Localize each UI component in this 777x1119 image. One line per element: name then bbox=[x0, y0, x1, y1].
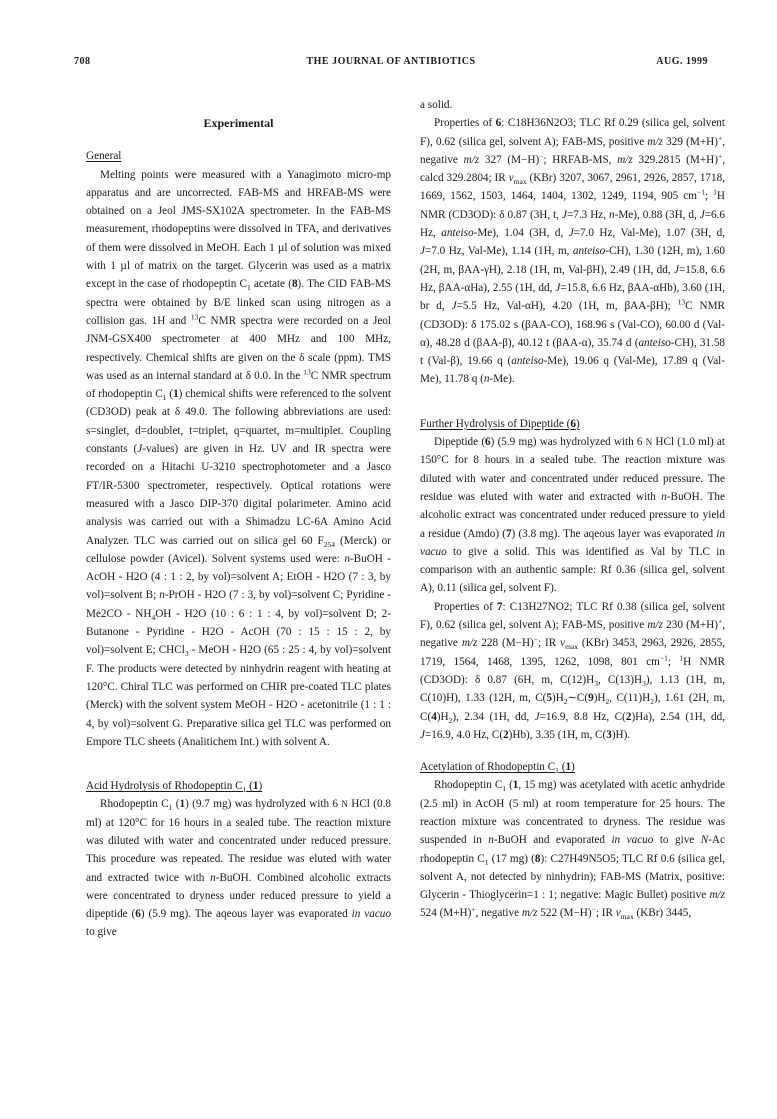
section-title: Experimental bbox=[203, 116, 274, 130]
subsection-title-general: General bbox=[86, 150, 122, 163]
subsection-title-acetylation: Acetylation of Rhodopeptin $C_1$ (1) bbox=[420, 761, 575, 776]
right-column bbox=[420, 96, 725, 923]
paragraph-properties-6: Properties of 6: C18H36N2O3; TLC Rf 0.29 (silica gel, solvent F), 0.62 (silica gel, solvent A); FAB-MS, positive m/z 329 (M+H)+, negative m/z 327 (M−H)−; HRFAB-MS, m/z 329.2815 (M+H)+, calcd 329.2804; IR $\nu_{max}$ (KBr) 3207, 3067, 2961, 2926, 2857, 1718, 1669, 1562, 1503, 1464, 1404, 1302, 1249, 1194, 905 $cm^{-1}$; $^1$H NMR (CD3OD): δ 0.87 (3H, t, J=7.3 Hz, n-Me), 0.88 (3H, d, J=6.6 Hz, anteiso-Me), 1.04 (3H, d, J=7.0 Hz, Val-Me), 1.07 (3H, d, J=7.0 Hz, Val-Me), 1.14 (1H, m, anteiso-CH), 1.30 (12H, m), 1.60 (2H, m, βAA-γH), 2.18 (1H, m, Val-βH), 2.49 (1H, dd, J=15.8, 6.6 Hz, βAA-αHa), 2.55 (1H, dd, J=15.8, 6.6 Hz, βAA-αHb), 3.60 (1H, br d, J=5.5 Hz, Val-αH), 4.20 (1H, m, βAA-βH); $^{13}$C NMR (CD3OD): δ 175.02 s (βAA-CO), 168.96 s (Val-CO), 60.00 d (Val-α), 48.28 d (βAA-β), 40.12 t (βAA-α), 35.74 d (anteiso-CH), 31.58 t (Val-β), 19.66 q (anteiso-Me), 19.06 q (Val-Me), 17.89 q (Val-Me), 11.78 q (n-Me). bbox=[420, 117, 726, 386]
left-column bbox=[86, 96, 391, 942]
paragraph-acid-hydrolysis: Rhodopeptin $C_1$ (1) (9.7 mg) was hydrolyzed with 6 N HCl (0.8 ml) at 120°C for 16 hours in a sealed tube. The reaction mixture was diluted with water and concentrated under reduced pressure. This procedure was repeated. The residue was eluted with water and extracted twice with n-BuOH. Combined alcoholic extracts were concentrated to dryness under reduced pressure to yield a dipeptide (6) (5.9 mg). The aqeous layer was evaporated in vacuo to give bbox=[86, 798, 391, 939]
paragraph-acetylation: Rhodopeptin $C_1$ (1, 15 mg) was acetylated with acetic anhydride (2.5 ml) in AcOH (5 ml) at room temperature for 25 hours. The reaction mixture was concentrated to dryness. The residue was suspended in n-BuOH and evaporated in vacuo to give N-Ac rhodopeptin $C_1$ (17 mg) (8): C27H49N5O5; TLC Rf 0.6 (silica gel, solvent A, not detected by ninhydrin); FAB-MS (Matrix, positive: Glycerin - Thioglycerin=1 : 1; negative: Magic Bullet) positive m/z 524 (M+H)+, negative m/z 522 (M−H)−; IR $\nu_{max}$ (KBr) 3445, bbox=[420, 779, 725, 922]
paragraph-properties-7: Properties of 7: C13H27NO2; TLC Rf 0.38 (silica gel, solvent F), 0.62 (silica gel, solvent A); FAB-MS, positive m/z 230 (M+H)+, negative m/z 228 (M−H)−; IR $\nu_{max}$ (KBr) 3453, 2963, 2926, 2855, 1719, 1564, 1468, 1395, 1262, 1098, 801 $cm^{-1}$; $^1$H NMR (CD3OD): δ 0.87 (6H, m, $C(12)H_3$, $C(13)H_3$), 1.13 (1H, m, C(10)H), 1.33 (12H, m, $C(5)H_2\sim C(9)H_2$, $C(11)H_2$), 1.61 (2H, m, $C(4)H_2$), 2.34 (1H, dd, J=16.9, 8.8 Hz, C(2)Ha), 2.54 (1H, dd, J=16.9, 4.0 Hz, C(2)Hb), 3.35 (1H, m, C(3)H). bbox=[420, 600, 726, 741]
page-number: 708 bbox=[74, 56, 91, 67]
paragraph-continuation: a solid. bbox=[420, 99, 453, 111]
paragraph-further-hydrolysis: Dipeptide (6) (5.9 mg) was hydrolyzed with 6 N HCl (1.0 ml) at 150°C for 8 hours in a sealed tube. The reaction mixture was diluted with water and concentrated under reduced pressure. The residue was eluted with water and extracted with n-BuOH. The alcoholic extract was concentrated under reduced pressure to yield a residue (Amdo) (7) (3.8 mg). The aqeous layer was evaporated in vacuo to give a solid. This was identified as Val by TLC in comparison with an authentic sample: Rf 0.36 (silica gel, solvent A), 0.11 (silica gel, solvent F). bbox=[420, 436, 725, 595]
running-header bbox=[74, 56, 708, 70]
journal-title: THE JOURNAL OF ANTIBIOTICS bbox=[306, 56, 476, 67]
subsection-title-acid-hydrolysis: Acid Hydrolysis of Rhodopeptin $C_1$ (1) bbox=[86, 780, 263, 795]
paragraph-general: Melting points were measured with a Yanagimoto micro-mp apparatus and are uncorrected. FAB-MS and HRFAB-MS were obtained on a Jeol JMS-SX102A spectrometer. In the FAB-MS measurement, rhodopeptins were dissolved in TFA, and derivatives of them were dissolved in MeOH. Each 1 µl of solution was mixed with 1 µl of matrix on the target. Glycerin was used as a matrix except in the case of rhodopeptin $C_1$ acetate (8). The CID FAB-MS spectra were obtained by B/E linked scan using nitrogen as a collision gas. 1H and $^{13}$C NMR spectra were recorded on a Jeol JNM-GSX400 spectrometer at 400 MHz and 100 MHz, respectively. Chemical shifts are given on the δ scale (ppm). TMS was used as an internal standard at δ 0.0. In the $^{13}$C NMR spectrum of rhodopeptin $C_1$ (1) chemical shifts were referenced to the solvent (CD3OD) peak at δ 49.0. The following abbreviations are used: s=singlet, d=doublet, t=triplet, q=quartet, m=multiplet. Coupling constants (J-values) are given in Hz. UV and IR spectra were recorded on a Hitachi U-3210 spectrophotometer and a Jasco FT/IR-5300 spectrometer, respectively. Optical rotations were measured with a Jasco DIP-370 digital polarimeter. Amino acid analysis was carried out with a Shimadzu LC-6A Amino Acid Analyzer. TLC was carried out on silica gel 60 $F_{254}$ (Merck) or cellulose powder (Avicel). Solvent systems used were: n-BuOH - AcOH - H2O (4 : 1 : 2, by vol)=solvent A; EtOH - H2O (7 : 3, by vol)=solvent B; n-PrOH - H2O (7 : 3, by vol)=solvent C; Pyridine - $Me2CO - NH_4OH - H2O$ (10 : 6 : 1 : 4, by vol)=solvent D; 2-Butanone - Pyridine - H2O - AcOH (70 : 15 : 15 : 2, by vol)=solvent E; CHCl$_3$ - MeOH - H2O (65 : 25 : 4, by vol)=solvent F. The products were detected by ninhydrin reagent with heating at 120°C. Chiral TLC was performed on CHIR pre-coated TLC plates (Merck) with the solvent system MeOH - H2O - acetonitrile (1 : 1 : 4, by vol)=solvent G. Preparative silica gel TLC was performed on Empore TLC sheets (Analitichem Int.) with solvent A. bbox=[86, 168, 392, 748]
issue-date: AUG. 1999 bbox=[656, 56, 708, 67]
subsection-title-further-hydrolysis: Further Hydrolysis of Dipeptide (6) bbox=[420, 417, 580, 430]
